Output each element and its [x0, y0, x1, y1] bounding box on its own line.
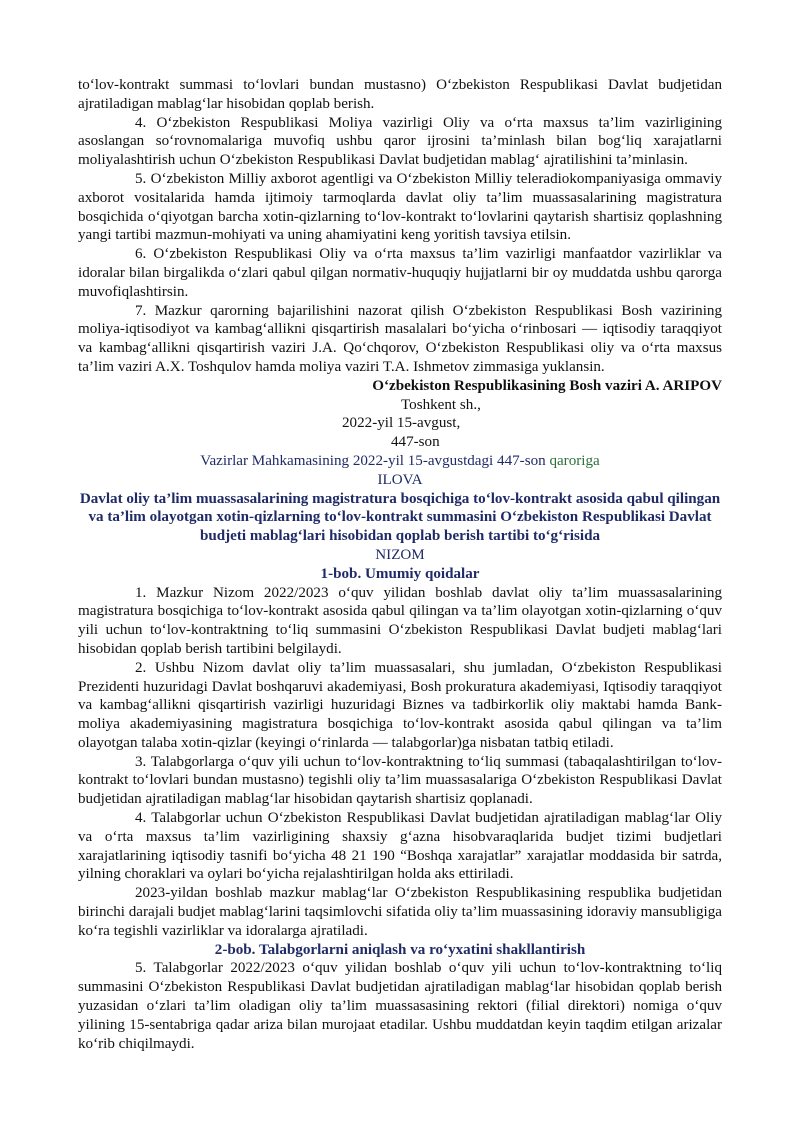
- signature-title: O‘zbekiston Respublikasining Bosh vaziri A. ARIPOV: [372, 377, 722, 394]
- chapter-1-paragraph-2: 2. Ushbu Nizom davlat oliy ta’lim muassasalari, shu jumladan, O‘zbekiston Respublikasi Prezidenti huzuridagi Davlat boshqaruvi akademiyasi, Bosh prokuratura akademiyasi, Iqtisodiy taraqqiyot va kambag‘allikni qisqartirish vazirligi huzuridagi Biznes va tadbirkorlik oliy maktabi hamda Bank-moliya akademiyasining magistratura bosqichiga to‘lov-kontrakt asosida qabul qilingan va ta’lim olayotgan talaba xotin-qizlar (keyingi o‘rinlarda — talabgorlar)ga nisbatan tatbiq etiladi.: [78, 659, 722, 751]
- paragraph-item-6: 6. O‘zbekiston Respublikasi Oliy va o‘rta maxsus ta’lim vazirligi manfaatdor vazirliklar va idoralar bilan birgalikda o‘zlari qabul qilgan normativ-huquqiy hujjatlarni bir oy muddatda ushbu qarorga muvofiqlashtirsin.: [78, 246, 722, 300]
- regulation-label: NIZOM: [375, 546, 425, 563]
- paragraph-item-5: 5. O‘zbekiston Milliy axborot agentligi va O‘zbekiston Milliy teleradiokompaniyasiga ommaviy axborot vositalarida hamda ijtimoiy tarmoqlarda davlat oliy ta’lim muassasalarining magistratura bosqichida o‘qiyotgan barcha xotin-qizlarning to‘lov-kontrakt to‘lovlarini qaytarish shartisiz qoplashning yangi tartibi mazmun-mohiyati va uning ahamiyatini keng yoritish tavsiya etilsin.: [78, 170, 722, 244]
- appendix-reference-text: Vazirlar Mahkamasining 2022-yil 15-avgustdagi 447-son: [200, 452, 550, 469]
- paragraph-continuation: to‘lov-kontrakt summasi to‘lovlari bundan mustasno) O‘zbekiston Respublikasi Davlat budjetidan ajratiladigan mablag‘lar hisobidan qoplab berish.: [78, 77, 722, 112]
- chapter-2-heading: 2-bob. Talabgorlarni aniqlash va ro‘yxatini shakllantirish: [214, 941, 586, 958]
- paragraph-item-7: 7. Mazkur qarorning bajarilishini nazorat qilish O‘zbekiston Respublikasi Bosh vazirining moliya-iqtisodiyot va kambag‘allikni qisqartirish masalalari bo‘yicha o‘rinbosari — iqtisodiy taraqqiyot va kambag‘allikni qisqartirish vaziri J.A. Qo‘chqorov, O‘zbekiston Respublikasi oliy va o‘rta maxsus ta’lim vaziri A.X. Toshqulov hamda moliya vaziri T.A. Ishmetov zimmasiga yuklansin.: [78, 302, 722, 375]
- chapter-1-heading: 1-bob. Umumiy qoidalar: [320, 565, 480, 582]
- appendix-title: Davlat oliy ta’lim muassasalarining magistratura bosqichiga to‘lov-kontrakt asosida qabul qilingan va ta’lim olayotgan xotin-qizlarning to‘lov-kontrakt summasini O‘zbekiston Respublikasi Davlat budjeti mablag‘lari hisobidan qoplab berish tartibi to‘g‘risida: [79, 490, 721, 545]
- chapter-1-paragraph-3: 3. Talabgorlarga o‘quv yili uchun to‘lov-kontraktning to‘liq summasi (tabaqalashtirilgan to‘lov-kontrakt to‘lovlari bundan mustasno) tegishli oliy ta’lim muassasalariga O‘zbekiston Respublikasi Davlat budjetidan ajratiladigan mablag‘lar hisobidan qaytarish shartisiz qoplanadi.: [78, 753, 722, 808]
- chapter-1-paragraph-4-continued: 2023-yildan boshlab mazkur mablag‘lar O‘zbekiston Respublikasining respublika budjetidan birinchi darajali budjet mablag‘larini taqsimlovchi sifatida oliy ta’lim muassasining idoraviy mansubligiga ko‘ra tegishli vazirliklar va idoralarga ajratiladi.: [78, 885, 722, 939]
- chapter-1-paragraph-4: 4. Talabgorlar uchun O‘zbekiston Respublikasi Davlat budjetidan ajratiladigan mablag‘lar Oliy va o‘rta maxsus ta’lim vazirligining shaxsiy g‘azna hisobvaraqlarida budjet tizimi budjetlari xarajatlarining iqtisodiy tasnifi bo‘yicha 48 21 190 “Boshqa xarajatlar” xarajatlar moddasida bir satrda, yilning choraklari va oylari bo‘yicha rejalashtirilgan holda aks ettiriladi.: [78, 810, 722, 883]
- chapter-2-paragraph-5: 5. Talabgorlar 2022/2023 o‘quv yilidan boshlab o‘quv yili uchun to‘lov-kontraktning to‘liq summasini O‘zbekiston Respublikasi Davlat budjetidan ajratiladigan mablag‘lar hisobidan qoplab berish yuzasidan o‘zlari ta’lim oladigan oliy ta’lim muassasasining rektori (filial direktori) nomiga o‘quv yilining 15-sentabriga qadar ariza bilan murojaat etadilar. Ushbu muddatdan keyin taqdim etilgan arizalar ko‘rib chiqilmaydi.: [78, 960, 722, 1052]
- paragraph-item-4: 4. O‘zbekiston Respublikasi Moliya vazirligi Oliy va o‘rta maxsus ta’lim vazirligining asoslangan so‘rovnomalariga muvofiq ushbu qaror ijrosini ta’minlash bilan bog‘liq xarajatlarni moliyalashtirish uchun O‘zbekiston Respublikasi Davlat budjetidan mablag‘ ajratilishini ta’minlasin.: [78, 114, 722, 169]
- chapter-1-paragraph-1: 1. Mazkur Nizom 2022/2023 o‘quv yilidan boshlab davlat oliy ta’lim muassasalarining magistratura bosqichiga to‘lov-kontrakt asosida qabul qilingan va ta’lim olayotgan xotin-qizlarning o‘quv yili uchun to‘lov-kontraktning to‘liq summasini O‘zbekiston Respublikasi Davlat budjeti mablag‘lari hisobidan qoplab berish tartibini belgilaydi.: [78, 584, 722, 657]
- signature-city: Toshkent sh.,: [401, 396, 481, 413]
- signature-date: 2022-yil 15-avgust,: [342, 415, 461, 432]
- appendix-label: ILOVA: [377, 471, 423, 488]
- appendix-reference-link[interactable]: qaroriga: [549, 452, 600, 469]
- signature-number: 447-son: [391, 434, 440, 451]
- appendix-reference: [78, 452, 722, 471]
